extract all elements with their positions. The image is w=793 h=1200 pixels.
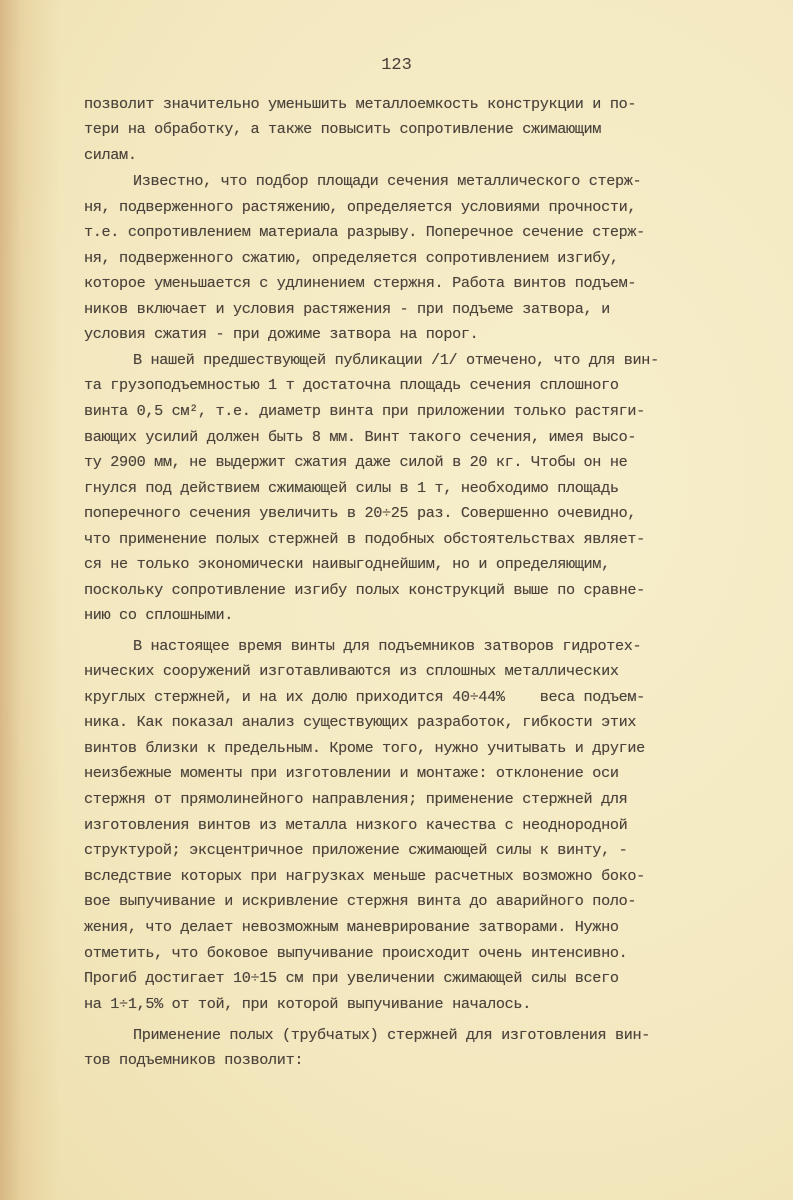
text-line: нических сооружений изготавливаются из сплошных металлических <box>84 662 619 680</box>
text-line: которое уменьшается с удлинением стержня. Работа винтов подъем- <box>84 274 637 292</box>
text-line: ня, подверженного растяжению, определяется условиями прочности, <box>84 198 637 216</box>
text-line: винтов близки к предельным. Кроме того, нужно учитывать и другие <box>84 739 645 757</box>
text-line: Прогиб достигает 10÷15 см при увеличении сжимающей силы всего <box>84 969 619 987</box>
text-line: что применение полых стержней в подобных обстоятельствах являет- <box>84 530 645 548</box>
text-line: тов подъемников позволит: <box>84 1051 304 1069</box>
text-line: стержня от прямолинейного направления; применение стержней для <box>84 790 628 808</box>
text-line: ту 2900 мм, не выдержит сжатия даже силой в 20 кг. Чтобы он не <box>84 453 628 471</box>
text-line: вающих усилий должен быть 8 мм. Винт такого сечения, имея высо- <box>84 428 637 446</box>
text-line: винта 0,5 см², т.е. диаметр винта при приложении только растяги- <box>84 402 645 420</box>
text-line: жения, что делает невозможным маневрирование затворами. Нужно <box>84 918 619 936</box>
page-number: 123 <box>381 56 412 75</box>
text-line: позволит значительно уменьшить металлоемкость конструкции и по- <box>84 95 637 113</box>
text-line: силам. <box>84 146 137 164</box>
text-line: вследствие которых при нагрузках меньше расчетных возможно боко- <box>84 867 645 885</box>
text-line: ня, подверженного сжатию, определяется сопротивлением изгибу, <box>84 249 619 267</box>
text-line: неизбежные моменты при изготовлении и монтаже: отклонение оси <box>84 764 619 782</box>
paragraph-first-line: В нашей предшествующей публикации /1/ отмечено, что для вин- <box>133 351 659 369</box>
text-line: гнулся под действием сжимающей силы в 1 т, необходимо площадь <box>84 479 619 497</box>
text-line: на 1÷1,5% от той, при которой выпучивание началось. <box>84 995 531 1013</box>
text-line: тери на обработку, а также повысить сопротивление сжимающим <box>84 120 602 138</box>
paragraph-first-line: В настоящее время винты для подъемников затворов гидротех- <box>133 637 642 655</box>
text-line: изготовления винтов из металла низкого качества с неоднородной <box>84 816 628 834</box>
text-line: ся не только экономически наивыгоднейшим, но и определяющим, <box>84 555 610 573</box>
text-line: ника. Как показал анализ существующих разработок, гибкости этих <box>84 713 637 731</box>
text-line: отметить, что боковое выпучивание происходит очень интенсивно. <box>84 944 628 962</box>
text-line: ников включает и условия растяжения - при подъеме затвора, и <box>84 300 610 318</box>
text-line: поскольку сопротивление изгибу полых конструкций выше по сравне- <box>84 581 645 599</box>
text-line: та грузоподъемностью 1 т достаточна площадь сечения сплошного <box>84 376 619 394</box>
paragraph-first-line: Известно, что подбор площади сечения металлического стерж- <box>133 172 642 190</box>
text-line: вое выпучивание и искривление стержня винта до аварийного поло- <box>84 892 637 910</box>
text-line: круглых стержней, и на их долю приходится 40÷44% веса подъем- <box>84 688 645 706</box>
paragraph-first-line: Применение полых (трубчатых) стержней для изготовления вин- <box>133 1026 651 1044</box>
text-line: структурой; эксцентричное приложение сжимающей силы к винту, - <box>84 841 628 859</box>
text-line: поперечного сечения увеличить в 20÷25 раз. Совершенно очевидно, <box>84 504 637 522</box>
text-line: условия сжатия - при дожиме затвора на порог. <box>84 325 479 343</box>
text-line: т.е. сопротивлением материала разрыву. Поперечное сечение стерж- <box>84 223 645 241</box>
text-line: нию со сплошными. <box>84 606 233 624</box>
